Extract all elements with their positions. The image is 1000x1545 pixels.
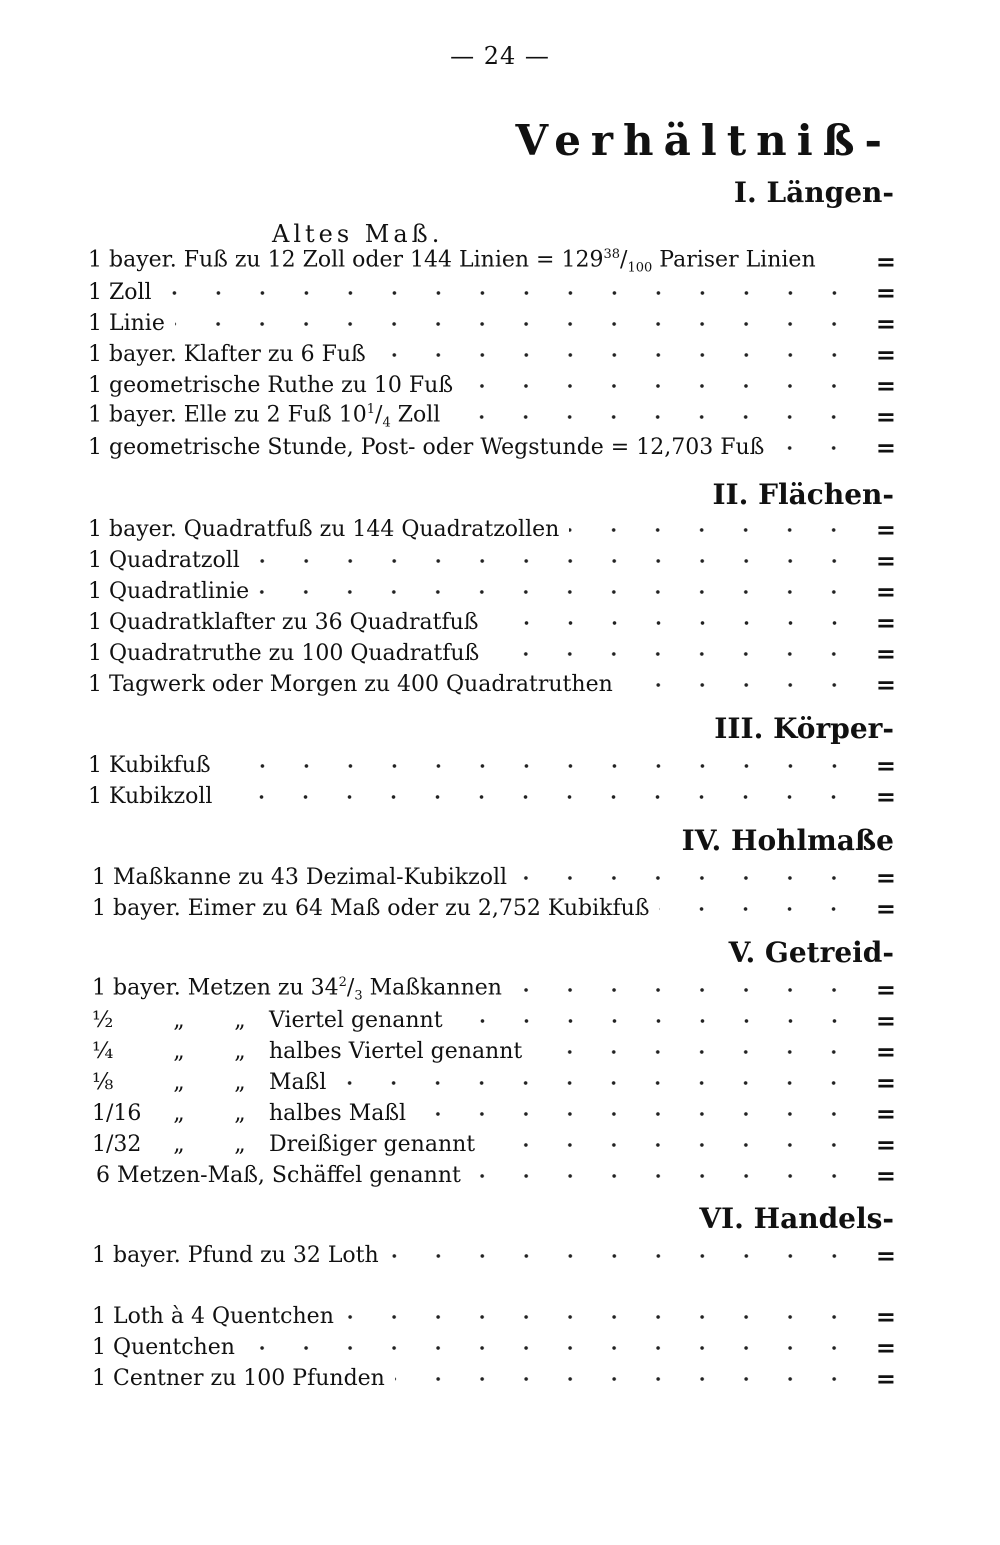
row-label: 1 Quadratlinie [88,579,250,604]
dot-leader [453,1017,856,1025]
equals-sign: = [875,247,896,276]
table-row [88,781,896,813]
dot-leader [395,1375,856,1383]
table-row [88,545,896,577]
table-row [88,432,896,464]
table-row [92,1129,896,1161]
dot-leader [416,1110,856,1118]
dot-leader [471,1172,856,1180]
equals-sign: = [875,340,896,369]
row-label: 1 Quadratruthe zu 100 Quadratfuß [88,641,480,666]
equals-sign: = [875,1130,896,1159]
table-row [88,308,896,340]
section-heading-koerper: III. Körper- [714,712,894,745]
row-label: 1 Quadratzoll [88,548,240,573]
table-row [88,576,896,608]
row-label: 1 bayer. Quadratfuß zu 144 Quadratzollen [88,517,560,542]
equals-sign: = [875,371,896,400]
table-row [88,638,896,670]
equals-sign: = [875,670,896,699]
equals-sign: = [875,433,896,462]
row-label: 1 Zoll [88,280,152,305]
dot-leader [826,258,856,266]
equals-sign: = [875,1068,896,1097]
row-label: 1 Kubikfuß [88,753,211,778]
row-label: 1 bayer. Fuß zu 12 Zoll oder 144 Linien = $129^{38}/_{100}$ Pariser Linien [88,247,816,276]
dot-leader [489,619,857,627]
table-row [92,1098,896,1130]
table-row [88,607,896,639]
page-number: — 24 — [450,42,550,70]
table-row [92,862,896,894]
row-label: 6 Metzen-Maß, Schäffel genannt [96,1163,461,1188]
table-row [88,401,896,433]
row-label: 1 geometrische Stunde, Post- oder Wegstunde = 12,703 Fuß [88,435,765,460]
dot-leader [336,1079,856,1087]
section-heading-laengen: I. Längen- [733,176,894,209]
dot-leader [175,320,856,328]
equals-sign: = [875,894,896,923]
dot-leader [344,1313,856,1321]
table-row [92,1036,896,1068]
table-row [92,893,896,925]
equals-sign: = [875,1037,896,1066]
row-label: 1 geometrische Ruthe zu 10 Fuß [88,373,454,398]
equals-sign: = [875,863,896,892]
row-label: 1 Tagwerk oder Morgen zu 400 Quadratruthen [88,672,613,697]
equals-sign: = [875,608,896,637]
equals-sign: = [875,515,896,544]
equals-sign: = [875,1302,896,1331]
equals-sign: = [875,1333,896,1362]
table-row [88,246,896,278]
table-row [88,514,896,546]
row-label: 1 bayer. Pfund zu 32 Loth [92,1243,379,1268]
table-row [88,669,896,701]
dot-leader [221,762,856,770]
row-label: 1 bayer. Metzen zu $34^2/_3$ Maßkannen [92,975,502,1004]
equals-sign: = [875,975,896,1004]
table-row [92,1332,896,1364]
table-row [88,339,896,371]
table-row [92,1067,896,1099]
equals-sign: = [875,402,896,431]
dot-leader [389,1252,856,1260]
equals-sign: = [875,1241,896,1270]
row-label: 1/16 „ „ halbes Maßl [92,1101,407,1126]
section-heading-flaechen: II. Flächen- [712,478,894,511]
table-row [96,1160,896,1192]
dot-leader [659,905,856,913]
row-label: 1 Loth à 4 Quentchen [92,1304,334,1329]
row-label: 1 bayer. Elle zu 2 Fuß $10^1/_4$ Zoll [88,402,441,431]
equals-sign: = [875,751,896,780]
table-row [92,1363,896,1395]
row-label: 1 Quentchen [92,1335,235,1360]
row-label: ⅛ „ „ Maßl [92,1070,327,1095]
row-label: 1 Linie [88,311,165,336]
table-row [88,277,896,309]
equals-sign: = [875,1099,896,1128]
row-label: ½ „ „ Viertel genannt [92,1008,443,1033]
dot-leader [222,793,856,801]
equals-sign: = [875,577,896,606]
equals-sign: = [875,309,896,338]
table-row [92,1005,896,1037]
equals-sign: = [875,278,896,307]
equals-sign: = [875,639,896,668]
dot-leader [250,557,856,565]
equals-sign: = [875,782,896,811]
row-label: ¼ „ „ halbes Viertel genannt [92,1039,523,1064]
equals-sign: = [875,1161,896,1190]
sub-heading-altes-mass: Altes Maß. [272,220,444,248]
dot-leader [569,526,856,534]
table-row [92,1240,896,1272]
section-heading-handels: VI. Handels- [699,1202,894,1235]
dot-leader [623,681,856,689]
row-label: 1 Maßkanne zu 43 Dezimal-Kubikzoll [92,865,508,890]
equals-sign: = [875,546,896,575]
row-label: 1 bayer. Eimer zu 64 Maß oder zu 2,752 Kubikfuß [92,896,650,921]
dot-leader [485,1141,856,1149]
equals-sign: = [875,1364,896,1393]
table-row [88,750,896,782]
row-label: 1 Centner zu 100 Pfunden [92,1366,385,1391]
dot-leader [532,1048,856,1056]
row-label: 1 Kubikzoll [88,784,213,809]
dot-leader [512,986,856,994]
dot-leader [463,382,856,390]
section-heading-hohlmasse: IV. Hohlmaße [681,824,894,857]
row-label: 1 Quadratklafter zu 36 Quadratfuß [88,610,479,635]
row-label: 1/32 „ „ Dreißiger genannt [92,1132,476,1157]
dot-leader [489,650,856,658]
table-row [92,1301,896,1333]
page-title: Verhältniß- [515,116,892,165]
row-label: 1 bayer. Klafter zu 6 Fuß [88,342,366,367]
dot-leader [774,444,856,452]
table-row [92,974,896,1006]
dot-leader [517,874,856,882]
dot-leader [245,1344,856,1352]
dot-leader [259,588,856,596]
section-heading-getreide: V. Getreid- [728,936,894,969]
dot-leader [450,413,856,421]
dot-leader [376,351,856,359]
dot-leader [162,289,856,297]
equals-sign: = [875,1006,896,1035]
